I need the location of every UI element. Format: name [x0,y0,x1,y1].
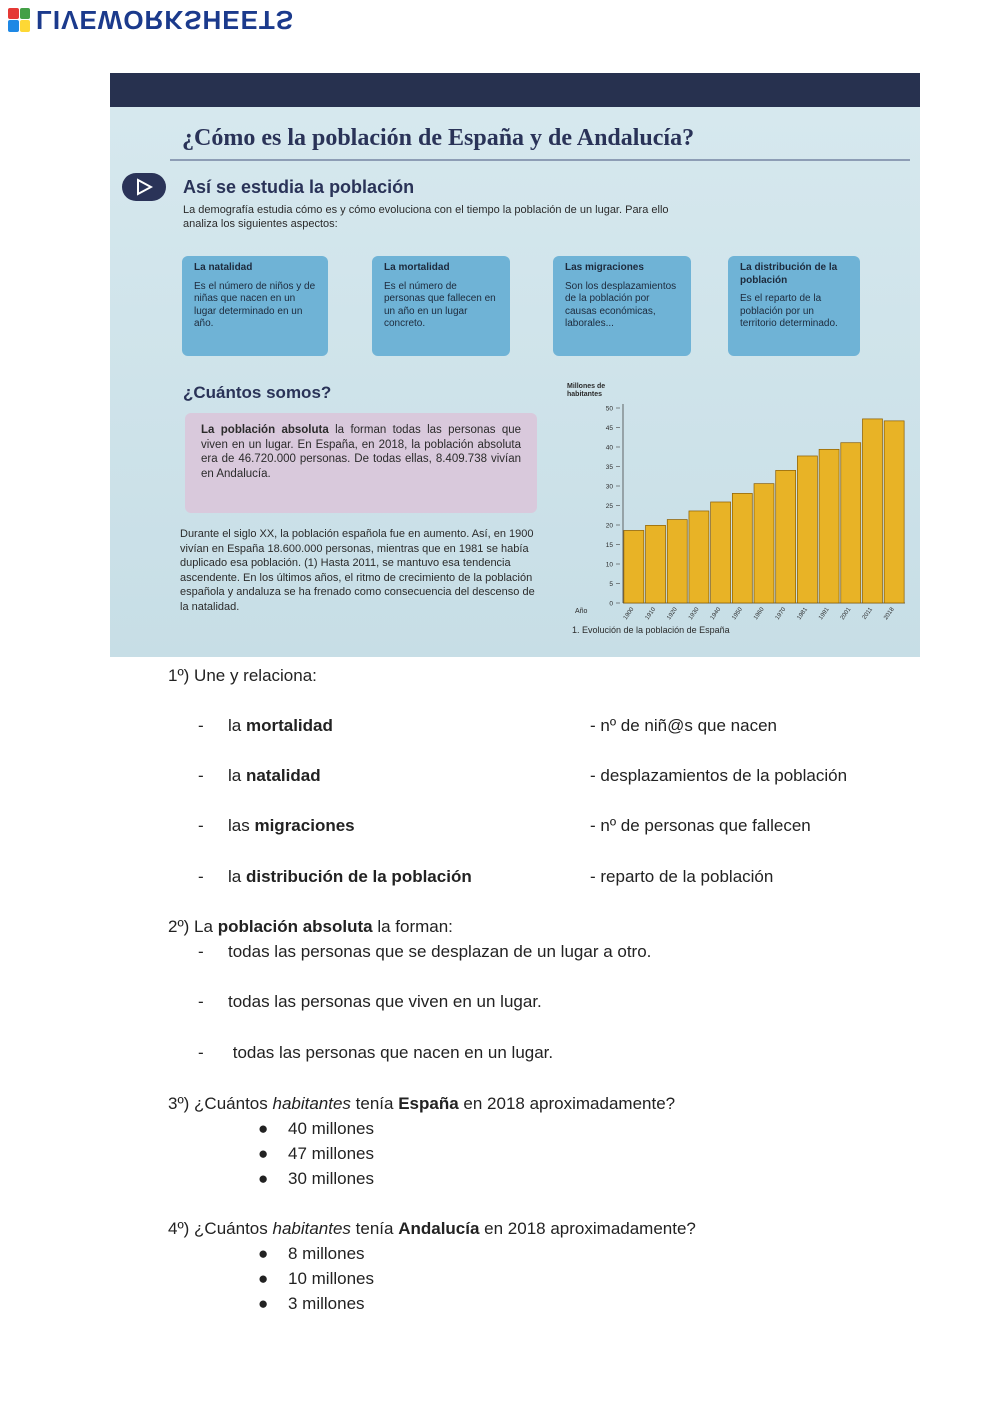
chart-bar [841,443,861,603]
chart-bar [754,484,774,603]
chart-xlabel: Año [575,608,588,615]
q1-left-item[interactable]: la distribución de la población [228,867,472,886]
q1-right-item[interactable]: - nº de niñ@s que nacen [590,716,777,735]
chart-bar [732,493,752,603]
chart-bar [646,525,666,603]
play-icon [122,173,166,201]
box-migraciones: Las migraciones Son los desplazamientos de la población por causas económicas, laborales... [553,256,691,356]
chart-xtick-label: 1970 [774,606,788,622]
chart-xtick-label: 1940 [709,606,723,622]
chart-ytick-label: 30 [605,483,613,491]
q2-label: 2º) La población absoluta la forman: [168,917,453,936]
chart-ytick-label: 0 [609,600,613,608]
q3-option[interactable]: 47 millones [288,1144,374,1163]
chart-bar [819,449,839,603]
q4-option[interactable]: 10 millones [288,1269,374,1288]
q4-option[interactable]: 3 millones [288,1294,365,1313]
q1-right-item[interactable]: - nº de personas que fallecen [590,816,811,835]
bullet-icon: ● [258,1269,269,1288]
bullet-icon: ● [258,1244,269,1263]
chart-xtick-label: 2018 [883,606,896,622]
chart-bar [667,520,687,603]
historical-paragraph: Durante el siglo XX, la población española fue en aumento. Así, en 1900 vivían en España 18.600.000 personas, mientras que en 1981 se había duplicado esa población. (1) Hasta 2011, se mantuvo esa tendencia ascendente. En los últimos años, el ritmo de crecimiento de la población española y andaluza se ha frenado como consecuencia del descenso de la natalidad. [180,528,535,613]
chart-xtick-label: 2001 [839,606,853,622]
q1-label: 1º) Une y relaciona: [168,666,317,685]
population-bar-chart [565,378,915,648]
bullet-icon: ● [258,1119,269,1138]
chart-xtick-label: 2011 [861,606,875,621]
chart-xtick-label: 1991 [818,606,831,622]
photo-title: ¿Cómo es la población de España y de Andalucía? [182,125,695,151]
q1-left-item[interactable]: la natalidad [228,766,321,785]
chart-ytick-label: 45 [605,425,613,432]
chart-ytick-label: 20 [605,522,613,530]
chart-ytick-label: 25 [605,503,613,510]
bullet-icon: ● [258,1294,269,1313]
box-mortalidad: La mortalidad Es el número de personas que fallecen en un año en un lugar concreto. [372,256,510,356]
q2-option[interactable]: todas las personas que se desplazan de un lugar a otro. [228,942,652,961]
chart-ytick-label: 50 [605,405,613,413]
chart-xtick-label: 1981 [796,606,810,622]
liveworksheets-logo [8,4,294,35]
q3-option[interactable]: 30 millones [288,1169,374,1188]
chart-ytick-label: 40 [605,444,613,452]
chart-bar [776,470,796,603]
chart-ytick-label: 5 [609,581,613,588]
chart-ytick-label: 35 [605,464,613,471]
chart-xtick-label: 1930 [687,606,701,622]
chart-xtick-label: 1910 [644,606,658,622]
section-title-cuantos: ¿Cuántos somos? [183,383,332,402]
chart-bar [711,502,731,603]
q2-option[interactable]: todas las personas que nacen en un lugar. [228,1043,554,1062]
q3-option[interactable]: 40 millones [288,1119,374,1138]
bullet-icon: ● [258,1169,269,1188]
chart-ytick-label: 10 [605,561,613,569]
logo-mark-icon [8,8,30,32]
q1-right-item[interactable]: - reparto de la población [590,867,774,886]
chart-bar [884,421,904,603]
box-natalidad: La natalidad Es el número de niños y de niñas que nacen en un lugar determinado en un año. [182,256,328,356]
q2-option[interactable]: todas las personas que viven en un lugar. [228,992,542,1011]
textbook-photo [110,73,920,657]
chart-caption: 1. Evolución de la población de España [572,625,730,635]
q1-left-item[interactable]: las migraciones [228,816,355,835]
chart-xtick-label: 1960 [753,606,766,622]
q4-option[interactable]: 8 millones [288,1244,365,1263]
chart-xtick-label: 1900 [622,606,636,622]
q4-label: 4º) ¿Cuántos habitantes tenía Andalucía en 2018 aproximadamente? [168,1219,696,1238]
chart-xtick-label: 1920 [666,606,679,622]
chart-bar [689,511,709,603]
chart-ytick-label: 15 [605,542,613,549]
chart-bar [862,419,882,603]
bullet-icon: ● [258,1144,269,1163]
chart-ylabel: Millones de habitantes [567,383,606,398]
chart-bar [797,456,817,603]
q1-left-item[interactable]: la mortalidad [228,716,333,735]
chart-xtick-label: 1950 [731,606,744,622]
poblacion-absoluta-box: La población absoluta la forman todas las personas que viven en un lugar. En España, en 2018, la población absoluta era de 46.720.000 personas. De todas ellas, 8.409.738 vivían en Andalucía. [185,413,537,513]
q1-right-item[interactable]: - desplazamientos de la población [590,766,848,785]
intro-text: La demografía estudia cómo es y cómo evoluciona con el tiempo la población de un lugar. Para ello analiza los siguientes aspectos: [183,204,669,230]
box-distribucion: La distribución de la población Es el reparto de la población por un territorio determinado. [728,256,860,356]
section-title-estudio: Así se estudia la población [183,177,415,197]
q3-label: 3º) ¿Cuántos habitantes tenía España en 2018 aproximadamente? [168,1094,676,1113]
chart-bar [624,530,644,603]
logo-text: LIVEWORKSHEETS [36,5,295,35]
